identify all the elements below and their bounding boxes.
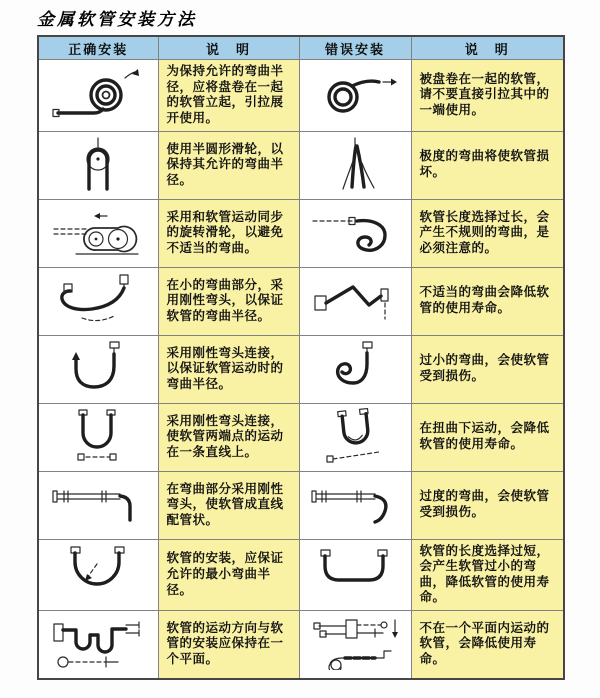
table-row — [38, 403, 564, 471]
too-small-bend-curl-icon — [307, 339, 403, 395]
wrong-illustration-cell — [299, 131, 411, 199]
wrong-illustration-cell — [299, 335, 411, 403]
sharply-kinked-hanging-hose-icon — [307, 135, 403, 191]
wrong-illustration-cell — [299, 611, 411, 679]
table-row — [38, 471, 564, 539]
correct-description: 采用和软管运动同步的旋转滑轮，以避免不适当的弯曲。 — [158, 199, 299, 267]
out-of-plane-motion-icon — [307, 614, 403, 670]
correct-description: 采用刚性弯头连接，以保证软管运动时的弯曲半径。 — [158, 335, 299, 403]
installation-method-table — [37, 35, 565, 680]
table-row — [38, 611, 564, 679]
header-row — [38, 36, 564, 60]
improper-sharp-bend-icon — [307, 271, 403, 327]
correct-description: 使用半圆形滑轮，以保持其允许的弯曲半径。 — [158, 131, 299, 199]
single-plane-trap-routing-icon — [48, 614, 148, 670]
correct-description: 在弯曲部分采用刚性弯头，使软管成直线配管状。 — [158, 471, 299, 539]
straight-piping-with-rigid-elbow-icon — [48, 475, 148, 531]
wrong-illustration-cell — [299, 539, 411, 611]
correct-illustration-cell — [38, 611, 158, 679]
page-title: 金属软管安装方法 — [37, 10, 197, 29]
correct-description: 软管的安装，应保证允许的最小弯曲半径。 — [158, 539, 299, 611]
wrong-illustration-cell — [299, 403, 411, 471]
header-wrong-install: 错误安装 — [299, 36, 411, 60]
twisted-u-loop-icon — [307, 407, 403, 463]
correct-illustration-cell — [38, 199, 158, 267]
u-loop-ends-on-straight-line-icon — [48, 407, 148, 463]
correct-illustration-cell — [38, 267, 158, 335]
coiled-hose-pulled-from-end-icon — [307, 65, 403, 121]
wrong-description: 不适当的弯曲会降低软管的使用寿命。 — [411, 267, 564, 335]
header-correct-install: 正确安装 — [38, 36, 158, 60]
correct-illustration-cell — [38, 403, 158, 471]
table-row — [38, 60, 564, 132]
correct-illustration-cell — [38, 471, 158, 539]
header-wrong-description: 说 明 — [411, 36, 564, 60]
wrong-description: 在扭曲下运动，会降低软管的使用寿命。 — [411, 403, 564, 471]
header-correct-description: 说 明 — [158, 36, 299, 60]
wrong-illustration-cell — [299, 471, 411, 539]
excessive-droop-bend-icon — [307, 475, 403, 531]
table-row — [38, 131, 564, 199]
wrong-description: 软管的长度选择过短，会产生软管过小的弯曲，降低软管的使用寿命。 — [411, 539, 564, 611]
correct-description: 软管的运动方向与软管的安装应保持在一个平面。 — [158, 611, 299, 679]
upright-hose-coil-with-leadout-icon — [48, 65, 148, 121]
correct-description: 为保持允许的弯曲半径，应将盘卷在一起的软管立起，引拉展开使用。 — [158, 60, 299, 132]
table-row — [38, 199, 564, 267]
synchronized-rotating-pulley-track-icon — [48, 203, 148, 259]
minimum-bend-radius-u-icon — [48, 544, 148, 600]
correct-description: 采用刚性弯头连接，使软管两端点的运动在一条直线上。 — [158, 403, 299, 471]
wrong-description: 过小的弯曲，会使软管受到损伤。 — [411, 335, 564, 403]
rigid-elbow-connection-j-loop-icon — [48, 339, 148, 395]
correct-illustration-cell — [38, 60, 158, 132]
wrong-description: 不在一个平面内运动的软管，会降低使用寿命。 — [411, 611, 564, 679]
wrong-illustration-cell — [299, 199, 411, 267]
hose-over-semicircular-pulley-icon — [48, 135, 148, 191]
table-row — [38, 539, 564, 611]
table-row — [38, 267, 564, 335]
correct-illustration-cell — [38, 539, 158, 611]
correct-illustration-cell — [38, 335, 158, 403]
wrong-description: 软管长度选择过长，会产生不规则的弯曲，是必须注意的。 — [411, 199, 564, 267]
wrong-description: 过度的弯曲，会使软管受到损伤。 — [411, 471, 564, 539]
overlong-hose-irregular-loop-icon — [307, 203, 403, 259]
table-row — [38, 335, 564, 403]
too-short-hose-flat-u-icon — [307, 544, 403, 600]
correct-description: 在小的弯曲部分，采用刚性弯头，以保证软管的弯曲半径。 — [158, 267, 299, 335]
wrong-description: 被盘卷在一起的软管，请不要直接引拉其中的一端使用。 — [411, 60, 564, 132]
wrong-illustration-cell — [299, 60, 411, 132]
rigid-elbow-on-small-bend-icon — [48, 271, 148, 327]
wrong-description: 极度的弯曲将使软管损坏。 — [411, 131, 564, 199]
wrong-illustration-cell — [299, 267, 411, 335]
correct-illustration-cell — [38, 131, 158, 199]
